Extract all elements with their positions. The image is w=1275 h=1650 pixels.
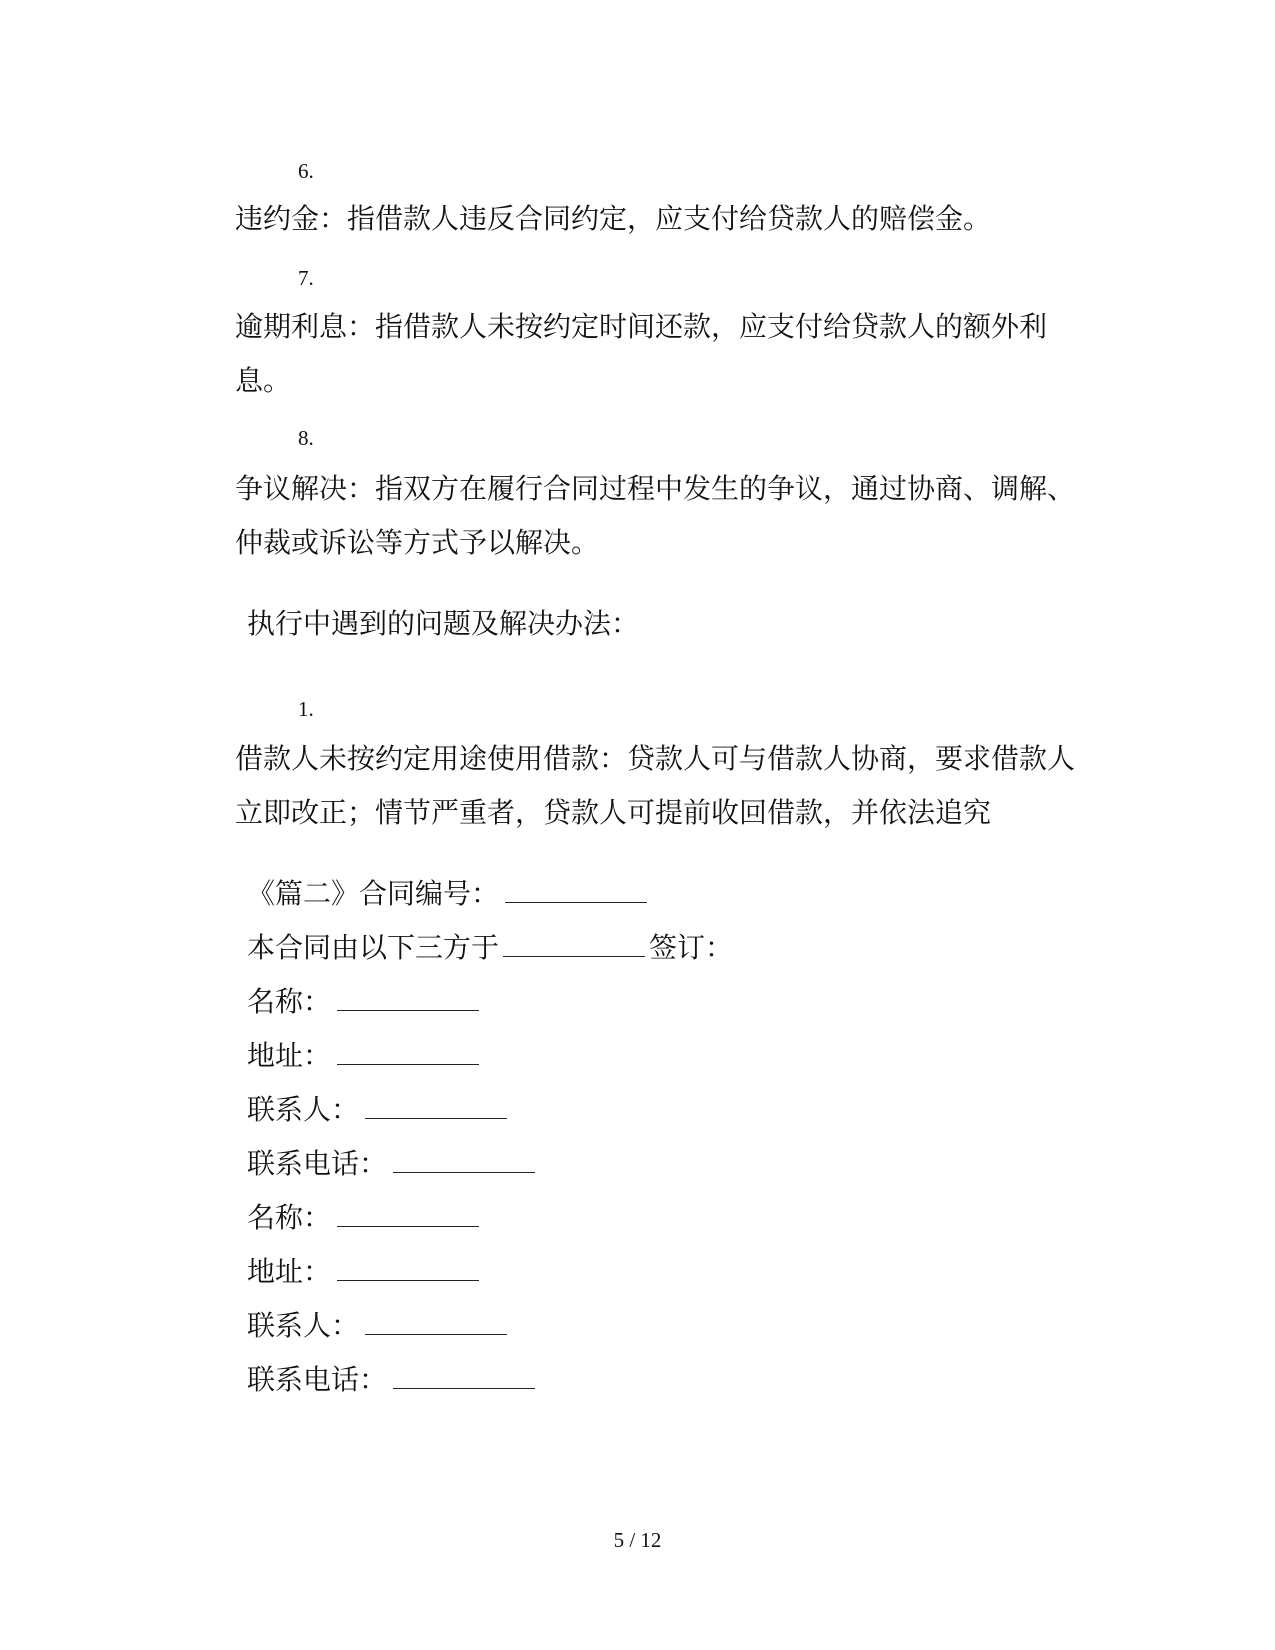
- item-text: 违约金：指借款人违反合同约定，应支付给贷款人的赔偿金。: [235, 202, 992, 235]
- section-heading: 执行中遇到的问题及解决办法：: [247, 607, 640, 640]
- field-label: 联系人：: [247, 1309, 360, 1342]
- contract-number-line: [247, 874, 647, 914]
- field-blank[interactable]: [337, 988, 479, 1011]
- field-blank[interactable]: [365, 1096, 507, 1119]
- contract-intro-line: [247, 928, 733, 968]
- field-label: 联系电话：: [247, 1363, 388, 1396]
- contract-number-label: 《篇二》合同编号：: [247, 877, 500, 910]
- signing-date-blank[interactable]: [503, 934, 645, 957]
- field-label: 名称：: [247, 1201, 332, 1234]
- item-number: 6.: [298, 159, 314, 183]
- contract-number-blank[interactable]: [505, 880, 647, 903]
- party-field: [247, 1090, 507, 1130]
- problem-text: 借款人未按约定用途使用借款：贷款人可与借款人协商，要求借款人立即改正；情节严重者，贷款人可提前收回借款，并依法追究: [235, 742, 1076, 829]
- party-field: [247, 1036, 479, 1076]
- field-blank[interactable]: [337, 1204, 479, 1227]
- item-number: 8.: [298, 426, 314, 450]
- party-field: [247, 1252, 479, 1292]
- party-field: [247, 1144, 535, 1184]
- field-label: 地址：: [247, 1255, 332, 1288]
- item-number: 7.: [298, 266, 314, 290]
- problem-number: 1.: [298, 697, 314, 721]
- item-text: 争议解决：指双方在履行合同过程中发生的争议，通过协商、调解、仲裁或诉讼等方式予以解决。: [235, 472, 1076, 559]
- party-field: [247, 1306, 507, 1346]
- field-blank[interactable]: [337, 1042, 479, 1065]
- field-label: 名称：: [247, 985, 332, 1018]
- item-text: 逾期利息：指借款人未按约定时间还款，应支付给贷款人的额外利息。: [235, 310, 1048, 397]
- field-label: 地址：: [247, 1039, 332, 1072]
- field-blank[interactable]: [393, 1366, 535, 1389]
- field-blank[interactable]: [337, 1258, 479, 1281]
- contract-intro-before: 本合同由以下三方于: [247, 931, 500, 964]
- party-field: [247, 1360, 535, 1400]
- field-label: 联系人：: [247, 1093, 360, 1126]
- party-field: [247, 1198, 479, 1238]
- field-blank[interactable]: [393, 1150, 535, 1173]
- field-label: 联系电话：: [247, 1147, 388, 1180]
- field-blank[interactable]: [365, 1312, 507, 1335]
- contract-intro-after: 签订：: [649, 931, 734, 964]
- page-number: 5 / 12: [613, 1528, 662, 1552]
- party-field: [247, 982, 479, 1022]
